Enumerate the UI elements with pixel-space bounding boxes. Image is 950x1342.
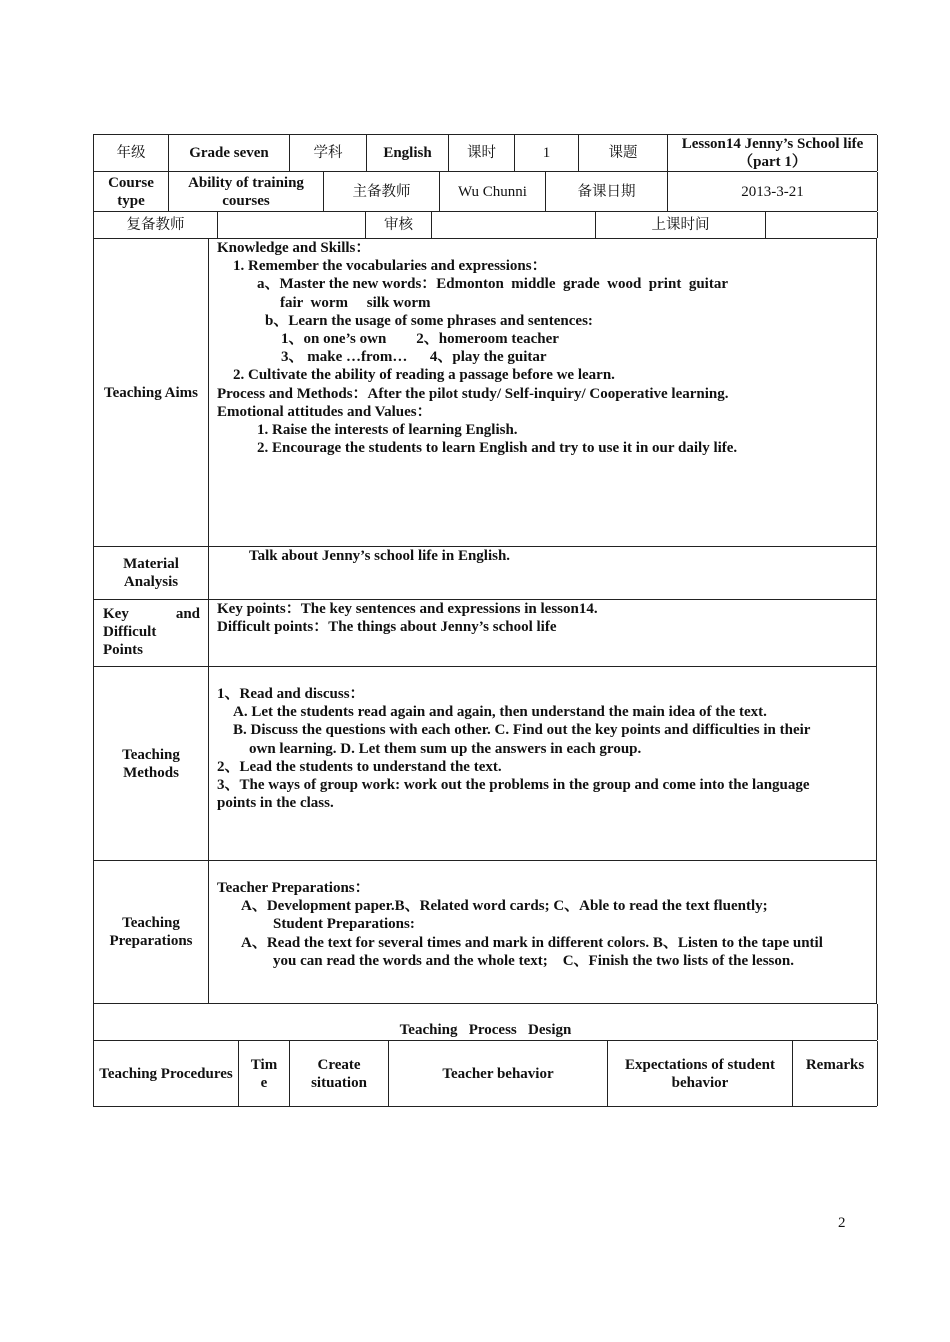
class-time-value [766,212,878,238]
review-value [432,212,596,238]
main-teacher-value: Wu Chunni [440,172,546,211]
key-points-label-word: Difficult [103,624,157,640]
topic-value: Lesson14 Jenny’s School life （part 1） [668,135,878,171]
teaching-aims-content [209,239,877,546]
prep-date-label: 备课日期 [546,172,668,211]
key-points-label [94,600,209,666]
aims-line: 1. Raise the interests of learning English. [257,422,518,439]
col-expectations: Expectations of student behavior [608,1041,793,1106]
course-type-value: Ability of training courses [169,172,324,211]
teaching-methods-label: Teaching Methods [94,667,209,860]
aims-line: 1、on one’s own 2、homeroom teacher [281,331,559,348]
methods-line: own learning. D. Let them sum up the answers in each group. [249,740,642,757]
methods-line: 2、Lead the students to understand the text. [217,758,502,775]
aims-line: 1. Remember the vocabularies and expressions： [233,258,547,275]
subject-label: 学科 [290,135,367,171]
methods-line: 3、The ways of group work: work out the problems in the group and come into the language [217,777,810,794]
material-analysis-row [93,546,877,599]
teaching-preparations-label: Teaching Preparations [94,861,209,1003]
review-row [93,211,877,238]
key-points-content [209,600,877,666]
subject-value: English [367,135,449,171]
col-time: Tim e [239,1041,290,1106]
course-info-row [93,171,877,211]
methods-line: A. Let the students read again and again, then understand the main idea of the text. [233,704,767,721]
grade-label: 年级 [94,135,169,171]
key-points-label-word: and [175,606,200,622]
review-label: 审核 [366,212,432,238]
teaching-aims-label: Teaching Aims [94,239,209,546]
key-points-line: Key points：The key sentences and expressions in lesson14. [217,601,598,617]
process-design-header-row [93,1040,877,1107]
page-number: 2 [838,1215,846,1231]
teaching-methods-content [209,667,877,860]
material-analysis-label: Material Analysis [94,547,209,599]
aims-line: 2. Cultivate the ability of reading a passage before we learn. [233,367,615,384]
aims-line: 2. Encourage the students to learn English and try to use it in our daily life. [257,440,738,457]
grade-value: Grade seven [169,135,290,171]
key-points-row [93,599,877,666]
period-value: 1 [515,135,579,171]
co-teacher-label: 复备教师 [94,212,218,238]
key-points-line: Difficult points：The things about Jenny’s school life [217,619,557,636]
methods-line: 1、Read and discuss： [217,686,365,702]
course-type-label: Course type [94,172,169,211]
aims-line: fair worm silk worm [280,294,431,311]
aims-line: b、Learn the usage of some phrases and sentences: [265,312,593,329]
class-time-label: 上课时间 [596,212,766,238]
col-teaching-procedures: Teaching Procedures [94,1041,239,1106]
col-remarks: Remarks [793,1041,878,1106]
process-design-title: Teaching Process Design [94,1004,878,1040]
preparations-line: A、Read the text for several times and mark in different colors. B、Listen to the tape until [241,934,823,951]
methods-line: points in the class. [217,795,334,812]
preparations-line: Student Preparations: [273,916,415,933]
col-teacher-behavior: Teacher behavior [389,1041,608,1106]
main-teacher-label: 主备教师 [324,172,440,211]
topic-label: 课题 [579,135,668,171]
process-design-title-row [93,1003,877,1040]
co-teacher-value [218,212,366,238]
methods-line: B. Discuss the questions with each other. C. Find out the key points and difficulties in their [233,722,811,739]
aims-line: Emotional attitudes and Values： [217,403,432,420]
teaching-methods-row [93,666,877,860]
aims-line: a、Master the new words：Edmonton middle grade wood print guitar [257,276,728,293]
preparations-line: you can read the words and the whole text; C、Finish the two lists of the lesson. [273,952,794,969]
key-points-label-word: Key [103,606,129,622]
teaching-preparations-content [209,861,877,1003]
header-row [93,134,877,171]
material-analysis-content [209,547,877,599]
material-analysis-text: Talk about Jenny’s school life in English. [249,548,511,564]
period-label: 课时 [449,135,515,171]
col-create-situation: Create situation [290,1041,389,1106]
key-points-label-word: Points [103,642,144,658]
aims-line: Process and Methods：After the pilot study/ Self-inquiry/ Cooperative learning. [217,385,729,402]
preparations-line: A、Development paper.B、Related word cards; C、Able to read the text fluently; [241,898,768,915]
preparations-line: Teacher Preparations： [217,880,370,896]
aims-line: Knowledge and Skills： [217,240,371,256]
aims-line: 3、 make …from… 4、play the guitar [281,349,547,366]
teaching-aims-row [93,238,877,546]
prep-date-value: 2013-3-21 [668,172,878,211]
teaching-preparations-row [93,860,877,1003]
